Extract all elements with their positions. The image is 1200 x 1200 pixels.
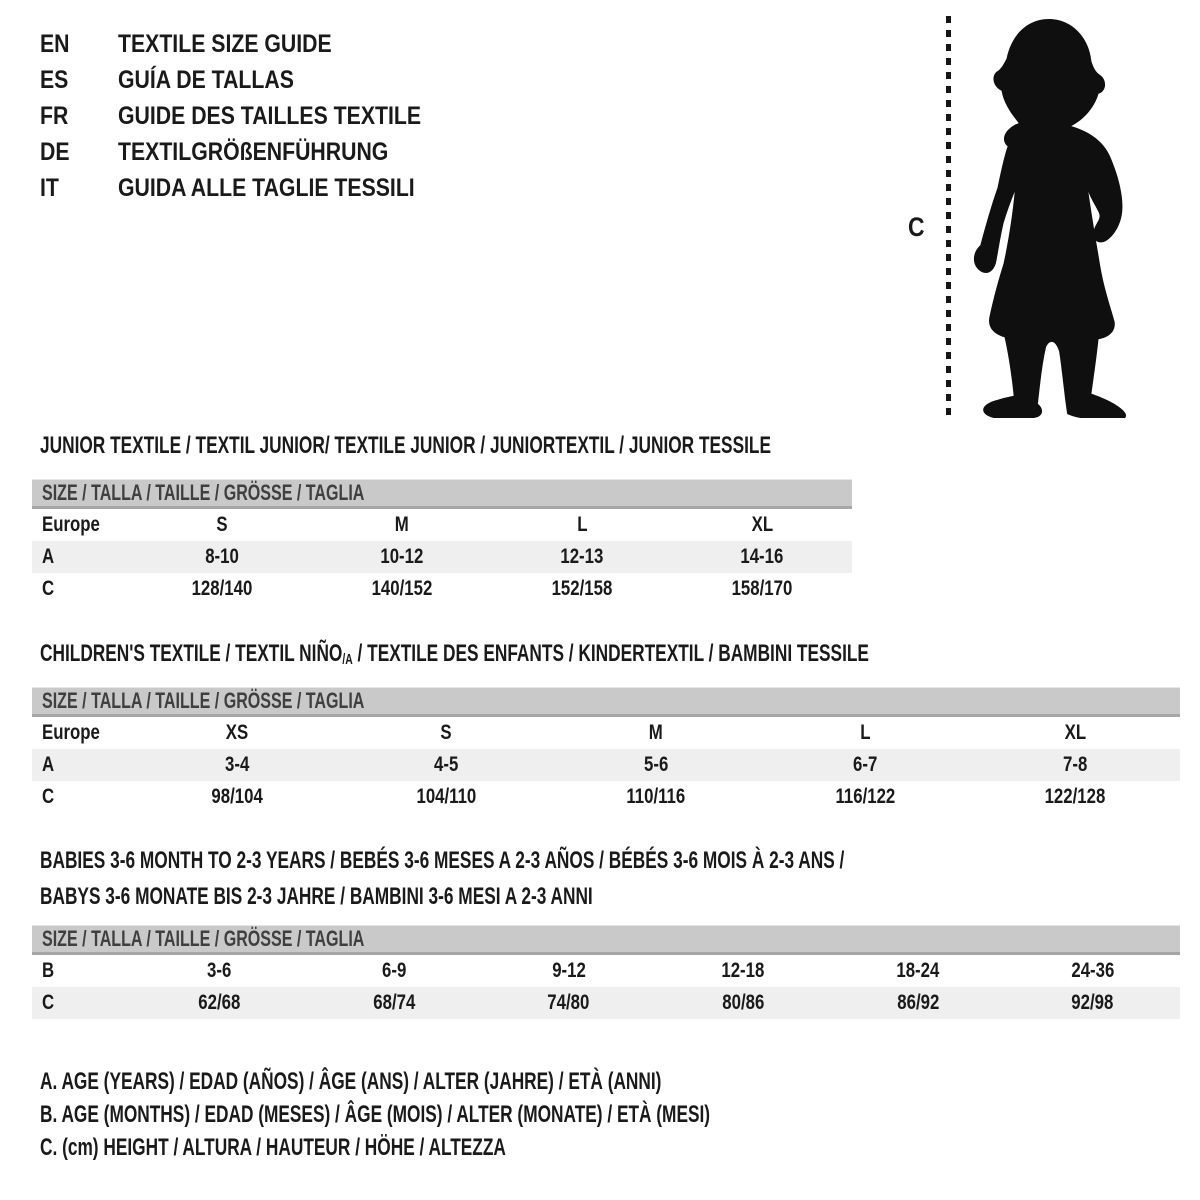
legend-line-c [40,1134,971,1167]
size-header-label: SIZE / TALLA / TAILLE / GRÖSSE / TAGLIA [42,926,365,951]
babies-heading-text-1: BABIES 3-6 MONTH TO 2-3 YEARS / BEBÉS 3-6 MESES A 2-3 AÑOS / BÉBÉS 3-6 MOIS À 2-3 ANS / [40,847,845,874]
language-title-block [40,26,475,206]
height-measure-dashed-line [946,16,951,418]
size-header-label: SIZE / TALLA / TAILLE / GRÖSSE / TAGLIA [42,480,365,505]
babies-row-height [32,987,1180,1019]
lang-row-en [40,26,475,62]
cell-value: M [395,513,409,536]
children-section-heading [40,640,1191,666]
lang-row-fr [40,98,475,134]
size-header-label: SIZE / TALLA / TAILLE / GRÖSSE / TAGLIA [42,688,365,713]
cell-value: 14-16 [740,545,784,568]
cell-value: S [440,721,452,744]
cell-value: 116/122 [835,785,896,808]
cell-value: L [576,513,588,536]
cell-value: 8-10 [205,545,239,568]
page-title-fr: GUIDE DES TAILLES TEXTILE [118,101,422,130]
cell-value: 24-36 [1071,959,1115,982]
row-label: A [42,753,55,776]
children-row-height [32,781,1180,813]
cell-value: L [860,721,871,744]
legend-text-c: C. (cm) HEIGHT / ALTURA / HAUTEUR / HÖHE / ALTEZZA [40,1134,506,1161]
lang-code: ES [40,65,69,94]
row-label: B [42,959,55,982]
junior-heading-text: JUNIOR TEXTILE / TEXTIL JUNIOR/ TEXTILE JUNIOR / JUNIORTEXTIL / JUNIOR TESSILE [40,432,771,459]
row-label: A [42,545,55,568]
page-title-en: TEXTILE SIZE GUIDE [118,29,332,58]
page-title-de: TEXTILGRÖßENFÜHRUNG [118,137,389,166]
junior-row-europe [32,509,852,541]
row-label: C [42,785,55,808]
cell-value: 74/80 [547,991,590,1014]
cell-value: 140/152 [371,577,433,600]
junior-row-height [32,573,852,605]
row-label: C [42,991,55,1014]
lang-code: DE [40,137,70,166]
cell-value: XL [751,513,773,536]
height-measure-label: C [908,212,925,242]
junior-section-heading [40,432,1055,458]
cell-value: 5-6 [643,753,669,776]
lang-row-de [40,134,475,170]
legend-line-b [40,1101,971,1134]
cell-value: 122/128 [1044,785,1106,808]
cell-value: 98/104 [211,785,263,808]
legend-line-a [40,1068,971,1101]
cell-value: 128/140 [191,577,253,600]
cell-value: S [216,513,228,536]
cell-value: 3-4 [224,753,249,776]
lang-row-es [40,62,475,98]
children-heading-sub: /A [342,651,353,668]
children-heading-post: / TEXTILE DES ENFANTS / KINDERTEXTIL / BAMBINI TESSILE [352,640,869,667]
cell-value: 10-12 [380,545,424,568]
page-title-es: GUÍA DE TALLAS [118,65,294,94]
junior-size-table [32,479,852,605]
children-size-table [32,687,1180,813]
page-title-it: GUIDA ALLE TAGLIE TESSILI [118,173,415,202]
children-size-header-bar [32,687,1180,717]
cell-value: 158/170 [731,577,793,600]
children-row-europe [32,717,1180,749]
cell-value: 6-9 [381,959,407,982]
babies-heading-text-2: BABYS 3-6 MONATE BIS 2-3 JAHRE / BAMBINI 3-6 MESI A 2-3 ANNI [40,883,593,910]
cell-value: 104/110 [416,785,477,808]
cell-value: 68/74 [372,991,416,1014]
babies-size-table [32,925,1180,1019]
children-heading-pre: CHILDREN'S TEXTILE / TEXTIL NIÑO [40,640,343,667]
cell-value: 7-8 [1063,753,1088,776]
cell-value: 62/68 [198,991,241,1014]
lang-row-it [40,170,475,206]
junior-row-age [32,541,852,573]
cell-value: 4-5 [434,753,459,776]
cell-value: 110/116 [626,785,686,808]
junior-size-header-bar [32,479,852,509]
cell-value: 18-24 [896,959,940,982]
cell-value: 12-13 [560,545,604,568]
cell-value: M [648,721,663,744]
legend-text-b: B. AGE (MONTHS) / EDAD (MESES) / ÂGE (MOIS) / ALTER (MONATE) / ETÀ (MESI) [40,1101,711,1128]
row-label: Europe [42,513,100,536]
cell-value: 80/86 [722,991,765,1014]
toddler-silhouette [962,14,1134,418]
cell-value: 86/92 [896,991,940,1014]
cell-value: 6-7 [853,753,878,776]
children-row-age [32,749,1180,781]
lang-code: FR [40,101,69,130]
legend-block [40,1068,971,1167]
cell-value: 9-12 [551,959,586,982]
lang-code: IT [40,173,59,202]
babies-size-header-bar [32,925,1180,955]
cell-value: XL [1064,721,1086,744]
lang-code: EN [40,29,70,58]
cell-value: 12-18 [721,959,765,982]
cell-value: XS [225,721,248,744]
babies-section-heading-line1 [40,847,1157,873]
babies-row-months [32,955,1180,987]
legend-text-a: A. AGE (YEARS) / EDAD (AÑOS) / ÂGE (ANS) / ALTER (JAHRE) / ETÀ (ANNI) [40,1068,662,1095]
row-label: C [42,577,55,600]
cell-value: 92/98 [1071,991,1114,1014]
cell-value: 152/158 [551,577,613,600]
babies-section-heading-line2 [40,883,808,909]
row-label: Europe [42,721,100,744]
cell-value: 3-6 [207,959,232,982]
